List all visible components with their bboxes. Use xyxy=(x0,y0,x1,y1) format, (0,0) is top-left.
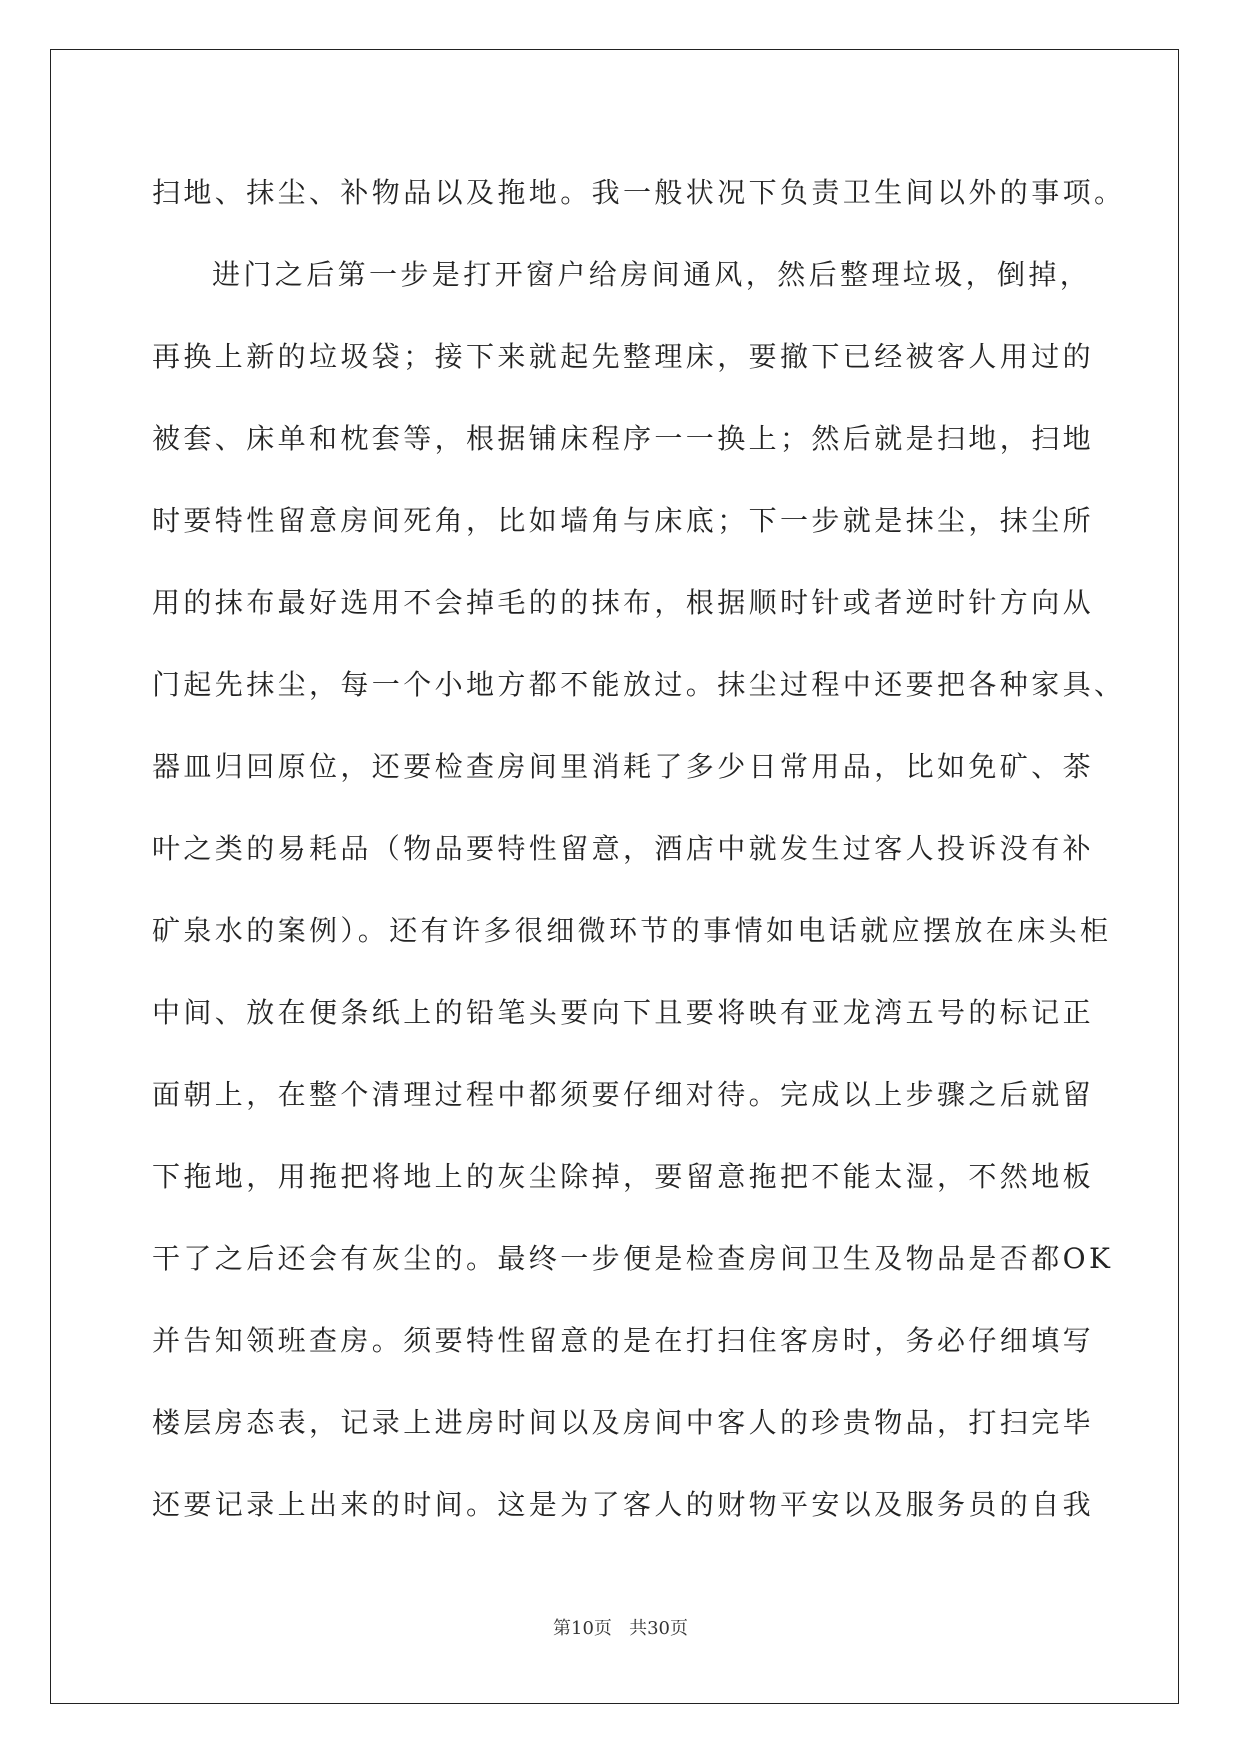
text-line: 干了之后还会有灰尘的。最终一步便是检查房间卫生及物品是否都OK xyxy=(152,1242,1114,1275)
text-line: 中间、放在便条纸上的铅笔头要向下且要将映有亚龙湾五号的标记正 xyxy=(152,996,1095,1029)
text-line: 下拖地，用拖把将地上的灰尘除掉，要留意拖把不能太湿，不然地板 xyxy=(152,1160,1095,1193)
text-line: 门起先抹尘，每一个小地方都不能放过。抹尘过程中还要把各种家具、 xyxy=(152,668,1126,701)
text-line: 面朝上，在整个清理过程中都须要仔细对待。完成以上步骤之后就留 xyxy=(152,1078,1095,1111)
text-line: 再换上新的垃圾袋；接下来就起先整理床，要撤下已经被客人用过的 xyxy=(152,340,1095,373)
body-text xyxy=(152,152,1126,1546)
text-line: 楼层房态表，记录上进房时间以及房间中客人的珍贵物品，打扫完毕 xyxy=(152,1406,1095,1439)
text-line: 还要记录上出来的时间。这是为了客人的财物平安以及服务员的自我 xyxy=(152,1488,1095,1521)
text-line: 时要特性留意房间死角，比如墙角与床底；下一步就是抹尘，抹尘所 xyxy=(152,504,1095,537)
paragraph-start-line: 进门之后第一步是打开窗户给房间通风，然后整理垃圾，倒掉， xyxy=(212,258,1092,291)
page-number: 第10页 共30页 xyxy=(553,1618,688,1639)
text-line: 并告知领班查房。须要特性留意的是在打扫住客房时，务必仔细填写 xyxy=(152,1324,1095,1357)
text-line: 扫地、抹尘、补物品以及拖地。我一般状况下负责卫生间以外的事项。 xyxy=(152,176,1126,209)
text-line: 矿泉水的案例）。还有许多很细微环节的事情如电话就应摆放在床头柜 xyxy=(152,914,1112,947)
text-line: 器皿归回原位，还要检查房间里消耗了多少日常用品，比如免矿、茶 xyxy=(152,750,1095,783)
text-line: 叶之类的易耗品（物品要特性留意，酒店中就发生过客人投诉没有补 xyxy=(152,832,1095,865)
text-line: 被套、床单和枕套等，根据铺床程序一一换上；然后就是扫地，扫地 xyxy=(152,422,1095,455)
text-line: 用的抹布最好选用不会掉毛的的抹布，根据顺时针或者逆时针方向从 xyxy=(152,586,1095,619)
